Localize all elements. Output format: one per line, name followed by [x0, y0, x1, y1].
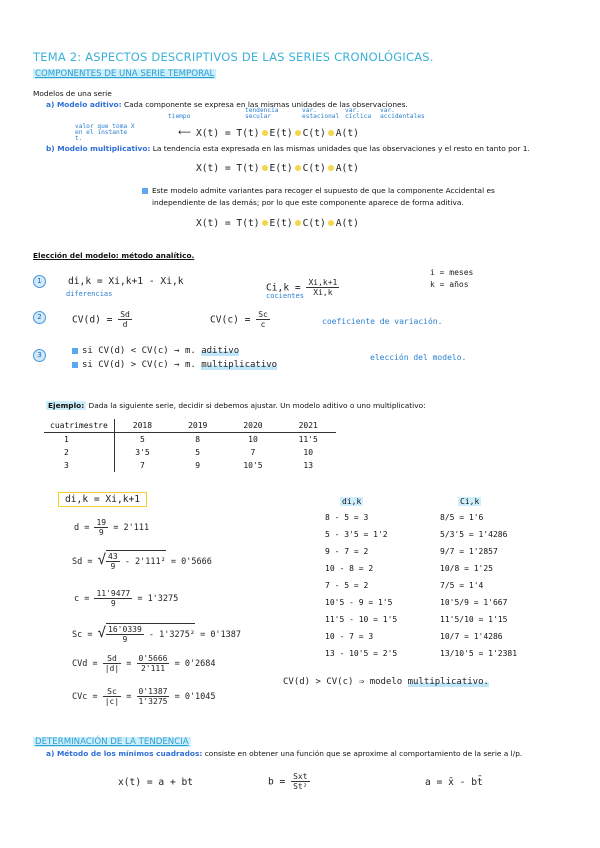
table-row: [44, 446, 336, 459]
bullet-icon: [142, 188, 148, 194]
note-estacional: var. estacional: [302, 107, 340, 120]
dik-item: 10'5 - 9 = 1'5: [325, 598, 393, 607]
aditivo-line: a) Modelo aditivo: Cada componente se expresa en las mismas unidades de las observaciones.: [46, 100, 408, 109]
times-dot-icon: [262, 220, 268, 226]
fraction: $\frac{\text{Sxt}}{\text{St²}}$: [293, 772, 308, 791]
page-title: TEMA 2: ASPECTOS DESCRIPTIVOS DE LAS SERIES CRONOLÓGICAS.: [33, 50, 434, 64]
table-cell: 9: [195, 461, 201, 470]
calc-sc: Sc = √ $\frac{16'0339}{9}$ - 1'3275² = 0'1387: [72, 625, 242, 644]
plus-dot-icon: [295, 130, 301, 136]
cik-item: 7/5 = 1'4: [440, 581, 484, 590]
calc-dbar: d = $\frac{19}{9}$ = 2'111: [74, 518, 150, 537]
note-eleccion: elección del modelo.: [370, 353, 467, 362]
section-heading-tendencia: DETERMINACIÓN DE LA TENDENCIA: [35, 737, 189, 747]
formula-multiplicativo: X(t) = T(t) E(t) C(t) A(t): [196, 163, 359, 174]
times-dot-icon: [295, 165, 301, 171]
fraction: $\frac{Sd}{d}$: [120, 310, 130, 329]
table-header-row: [44, 419, 336, 433]
dik-item: 10 - 7 = 3: [325, 632, 374, 641]
fraction: $\frac{Xi,k+1}{Xi,k}$: [308, 278, 338, 297]
table-header: 2021: [281, 419, 336, 433]
table-row: [44, 459, 336, 472]
formula-cvd: CV(d) = $\frac{Sd}{d}$: [72, 310, 130, 329]
table-cell: 10: [248, 435, 258, 444]
table-cell: 5: [195, 448, 201, 457]
fraction: $\frac{43}{9}$: [108, 552, 118, 571]
table-cell: 7: [250, 448, 256, 457]
times-dot-icon: [295, 220, 301, 226]
dik-header: di,k: [342, 497, 362, 506]
note-valor: valor que toma X en el instante t.: [75, 123, 135, 142]
formula-cocientes: Ci,k = $\frac{Xi,k+1}{Xi,k}$: [266, 278, 338, 297]
fraction: $\frac{Sc}{|c|}$: [104, 687, 120, 706]
dik-item: 8 - 5 = 3: [325, 513, 369, 522]
formula-b: b = $\frac{\text{Sxt}}{\text{St²}}$: [268, 772, 308, 791]
note-accidental: var. accidentales: [380, 107, 425, 120]
plus-dot-icon: [328, 220, 334, 226]
table-cell: 13: [303, 461, 314, 470]
note-cocientes: cocientes: [266, 292, 304, 300]
dik-item: 13 - 10'5 = 2'5: [325, 649, 398, 658]
bullet-icon: [72, 362, 78, 368]
mult-note: Este modelo admite variantes para recoger el supuesto de que la componente Accidental es: [142, 186, 495, 195]
fraction: $\frac{11'9477}{9}$: [96, 589, 131, 608]
formula-recta: x(t) = a + bt: [118, 777, 194, 788]
cik-item: 10/8 = 1'25: [440, 564, 493, 573]
table-cell: 10: [303, 448, 314, 457]
table-cell: 8: [195, 435, 201, 444]
cik-item: 13/10'5 = 1'2381: [440, 649, 518, 658]
plus-dot-icon: [328, 130, 334, 136]
note-ciclica: var. cíclica: [345, 107, 372, 120]
note-tendencia: tendencia secular: [245, 107, 279, 120]
dik-item: 10 - 8 = 2: [325, 564, 374, 573]
cik-item: 10/7 = 1'4286: [440, 632, 503, 641]
note-coeficiente: coeficiente de variación.: [322, 317, 443, 326]
table-header: 2020: [225, 419, 280, 433]
table-cell: 11'5: [298, 435, 318, 444]
fraction: $\frac{16'0339}{9}$: [108, 625, 142, 644]
plus-dot-icon: [262, 130, 268, 136]
dik-item: 9 - 7 = 2: [325, 547, 369, 556]
cik-item: 10'5/9 = 1'667: [440, 598, 508, 607]
data-table: [44, 419, 336, 472]
formula-diferencias: di,k = Xi,k+1 - Xi,k: [68, 276, 184, 287]
note-tiempo: tiempo: [168, 113, 191, 120]
table-cell: 3: [44, 459, 114, 472]
table-header: cuatrimestre: [44, 419, 114, 433]
cik-item: 9/7 = 1'2857: [440, 547, 498, 556]
table-cell: 5: [140, 435, 145, 444]
table-cell: 7: [140, 461, 145, 470]
cik-item: 8/5 = 1'6: [440, 513, 484, 522]
fraction: $\frac{0'5666}{2'111}$: [138, 654, 168, 673]
table-header: 2018: [114, 419, 170, 433]
step-number: 2: [33, 311, 46, 324]
cik-item: 5/3'5 = 1'4286: [440, 530, 508, 539]
rule-multiplicativo: si CV(d) > CV(c) → m. multiplicativo: [72, 360, 277, 370]
table-cell: 3'5: [135, 448, 150, 457]
cik-header: Ci,k: [460, 497, 480, 506]
dik-item: 11'5 - 10 = 1'5: [325, 615, 398, 624]
table-cell: 2: [44, 446, 114, 459]
cik-list: [440, 509, 517, 662]
dik-list: [325, 509, 397, 662]
minimos-line: a) Método de los mínimos cuadrados: consiste en obtener una función que se aproxime al comportamiento de la serie a l/p.: [46, 749, 523, 758]
formula-mult-variante: X(t) = T(t) E(t) C(t) A(t): [196, 218, 359, 229]
fraction: $\frac{19}{9}$: [96, 518, 107, 537]
note-i: i = meses: [430, 268, 474, 277]
rule-aditivo: si CV(d) < CV(c) → m. aditivo: [72, 346, 239, 356]
calc-cvd: CVd = $\frac{Sd}{|d|}$ = $\frac{0'5666}{2'111}$ = 0'2684: [72, 654, 216, 673]
ejemplo-line: Ejemplo: Dada la siguiente serie, decidir si debemos ajustar. Un modelo aditivo o uno multiplicativo:: [48, 401, 426, 410]
dik-item: 5 - 3'5 = 1'2: [325, 530, 388, 539]
table-cell: 1: [44, 433, 114, 447]
calc-box: di,k = Xi,k+1: [58, 494, 147, 505]
times-dot-icon: [328, 165, 334, 171]
calc-cbar: c = $\frac{11'9477}{9}$ = 1'3275: [74, 589, 179, 608]
table-row: [44, 433, 336, 447]
table-header: 2019: [170, 419, 225, 433]
dik-item: 7 - 5 = 2: [325, 581, 369, 590]
eleccion-heading: Elección del modelo: método analítico.: [33, 251, 195, 260]
step-number: 1: [33, 275, 46, 288]
multiplicativo-line: b) Modelo multiplicativo: La tendencia esta expresada en las mismas unidades que las observaciones y el resto en tanto por 1.: [46, 144, 530, 153]
arrow-icon: ⟵: [178, 128, 191, 138]
fraction: $\frac{0'1387}{1'3275}$: [138, 687, 168, 706]
formula-aditivo: X(t) = T(t) E(t) C(t) A(t): [196, 128, 359, 139]
calc-cvc: CVc = $\frac{Sc}{|c|}$ = $\frac{0'1387}{1'3275}$ = 0'1045: [72, 687, 216, 706]
fraction: $\frac{Sc}{c}$: [258, 310, 268, 329]
cik-item: 11'5/10 = 1'15: [440, 615, 508, 624]
conclusion: CV(d) > CV(c) ⇒ modelo multiplicativo.: [283, 677, 489, 687]
note-k: k = años: [430, 280, 469, 289]
table-cell: 10'5: [243, 461, 263, 470]
times-dot-icon: [262, 165, 268, 171]
note-diferencias: diferencias: [66, 290, 113, 298]
models-heading: Modelos de una serie: [33, 89, 112, 98]
mult-note-2: independiente de las demás; por lo que este componente aparece de forma aditiva.: [152, 198, 464, 207]
section-heading-components: COMPONENTES DE UNA SERIE TEMPORAL: [35, 69, 215, 79]
step-number: 3: [33, 349, 46, 362]
formula-cvc: CV(c) = $\frac{Sc}{c}$: [210, 310, 268, 329]
bullet-icon: [72, 348, 78, 354]
fraction: $\frac{Sd}{|d|}$: [104, 654, 120, 673]
calc-sd: Sd = √ $\frac{43}{9}$ - 2'111² = 0'5666: [72, 552, 212, 571]
formula-a: a = x̄ - bt̄: [425, 777, 483, 788]
